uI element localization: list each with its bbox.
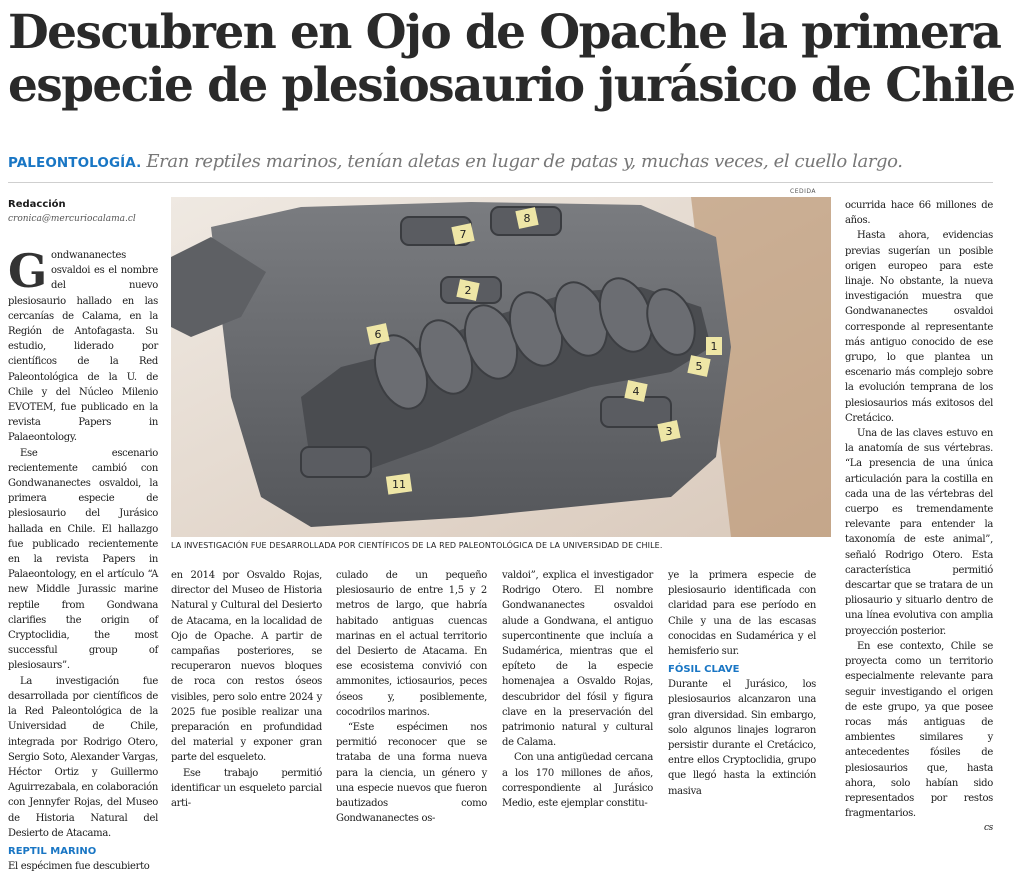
svg-text:1: 1 <box>710 340 718 353</box>
article-column-4 <box>502 568 653 808</box>
section-kicker: PALEONTOLOGÍA. <box>8 155 142 171</box>
byline <box>8 198 158 226</box>
svg-text:3: 3 <box>665 425 673 438</box>
paragraph: culado de un pequeño plesiosaurio de entre 1,5 y 2 metros de largo, que habría habitado antiguas cuencas marinas en el actual territorio del Desierto de Atacama. En ese ecosistema convivió con ammonites, ictiosaurios, peces óseos y, posiblemente, cocodrilos marinos. <box>336 570 487 718</box>
deck <box>8 150 993 175</box>
svg-text:8: 8 <box>523 212 531 225</box>
subhead-reptil-marino: REPTIL MARINO <box>8 845 97 857</box>
article-column-3 <box>336 568 487 825</box>
specimen-tag <box>386 473 412 494</box>
byline-author: Redacción <box>8 199 66 210</box>
paragraph: Con una antigüedad cercana a los 170 millones de años, correspondiente al Jurásico Medio, este ejemplar constitu- <box>502 752 653 810</box>
paragraph: Ese trabajo permitió identificar un esqueleto parcial arti- <box>171 767 322 810</box>
svg-text:2: 2 <box>464 284 472 297</box>
paragraph: Gondwananectes osvaldoi es el nombre del nuevo plesiosaurio hallado en las cercanías de Calama, en la Región de Antofagasta. Su estudio, liderado por científicos de la Red Paleontológica de la U. de Chile y del Núcleo Milenio EVOTEM, fue publicado en la revista Papers in Palaeontology. <box>8 244 158 444</box>
end-mark: cs <box>983 823 993 834</box>
headline <box>8 5 1014 113</box>
paragraph: El espécimen fue descubierto <box>8 860 150 872</box>
svg-text:4: 4 <box>632 385 640 398</box>
article-column-1 <box>8 244 158 872</box>
photo-credit: CEDIDA <box>790 188 816 195</box>
drop-cap: G <box>8 244 47 298</box>
byline-email: cronica@mercuriocalama.cl <box>8 214 136 224</box>
svg-text:11: 11 <box>392 478 406 491</box>
paragraph: Hasta ahora, evidencias previas sugerían un posible origen europeo para este linaje. No obstante, la nueva investigación muestra que Gondwananectes osvaldoi corresponde al representante más antiguo conocido de ese grupo, lo que plantea un escenario más complejo sobre la evolución temprana de los plesiosaurios más exitosos del Cretácico. <box>845 230 993 424</box>
fossil-illustration <box>171 197 831 537</box>
paragraph: en 2014 por Osvaldo Rojas, director del Museo de Historia Natural y Cultural del Desierto de Atacama, en la localidad de Ojo de Opache. A partir de campañas posteriores, se recuperaron nuevos bloques de roca con restos óseos visibles, pero solo entre 2024 y 2025 fue posible realizar una preparación en profundidad del material y exponer gran parte del esqueleto. <box>171 570 322 764</box>
fossil-photo <box>171 197 831 537</box>
deck-subtitle: Eran reptiles marinos, tenían aletas en lugar de patas y, muchas veces, el cuello largo. <box>146 151 903 172</box>
paragraph: ocurrida hace 66 millones de años. <box>845 200 993 227</box>
article-column-2 <box>171 568 322 808</box>
paragraph: valdoi”, explica el investigador Rodrigo Otero. El nombre Gondwananectes osvaldoi alude a Gondwana, el antiguo supercontinente que incluía a Sudamérica, mientras que el epíteto de la especie homenajea a Osvaldo Rojas, descubridor del fósil y figura clave en la preservación del patrimonio natural y cultural de Calama. <box>502 570 653 749</box>
article-column-6 <box>845 198 993 834</box>
paragraph: La investigación fue desarrollada por científicos de la Red Paleontológica de la Universidad de Chile, integrada por Rodrigo Otero, Sergio Soto, Alexander Vargas, Héctor Ortiz y Guillermo Aguirrezabala, en colaboración con Jennyfer Rojas, del Museo de Historia Natural del Desierto de Atacama. <box>8 675 158 839</box>
paragraph: “Este espécimen nos permitió reconocer que se trataba de una forma nueva para la ciencia, un género y una especie nuevos que fueron bautizados como Gondwananectes os- <box>336 722 487 825</box>
svg-text:6: 6 <box>374 328 382 341</box>
headline-line-1: Descubren en Ojo de Opache la primera <box>8 5 1001 60</box>
paragraph: Una de las claves estuvo en la anatomía de sus vértebras. “La presencia de una única articulación para la costilla en cada una de las vértebras del cuerpo es tremendamente relevante para entender la taxonomía de este animal”, señaló Rodrigo Otero. Esta característica permitió descartar que se tratara de un pliosaurio y situarlo dentro de una línea evolutiva con amplia proyección posterior. <box>845 428 993 637</box>
paragraph: En ese contexto, Chile se proyecta como un territorio especialmente relevante para seguir investigando el origen de este grupo, ya que posee rocas más antiguas de ambientes similares y antecedentes fósiles de plesiosaurios que, hasta ahora, solo habían sido representados por restos fragmentarios. <box>845 640 993 820</box>
headline-line-2: especie de plesiosaurio jurásico de Chile <box>8 58 1014 113</box>
specimen-tag <box>706 337 722 355</box>
paragraph: Ese escenario recientemente cambió con Gondwananectes osvaldoi, la primera especie de plesiosaurio del Jurásico hallada en Chile. El hallazgo fue publicado recientemente en la revista Papers in Palaeontology, en el artículo “A new Middle Jurassic marine reptile from Gondwana clarifies the origin of Cryptoclidia, the most successful group of plesiosaurs”. <box>8 447 158 672</box>
article-column-5 <box>668 568 816 808</box>
deck-divider <box>8 182 993 183</box>
photo-caption: LA INVESTIGACIÓN FUE DESARROLLADA POR CIENTÍFICOS DE LA RED PALEONTOLÓGICA DE LA UNIVERSIDAD DE CHILE. <box>171 541 663 550</box>
paragraph: Durante el Jurásico, los plesiosaurios alcanzaron una gran diversidad. Sin embargo, solo algunos linajes lograron persistir durante el Cretácico, entre ellos Cryptoclidia, grupo que llegó hasta la extinción masiva <box>668 679 816 797</box>
svg-text:7: 7 <box>459 228 467 241</box>
subhead-fosil-clave: FÓSIL CLAVE <box>668 664 740 676</box>
paragraph: ye la primera especie de plesiosaurio identificada con claridad para ese período en Chile y una de las escasas conocidas en Sudamérica y el hemisferio sur. <box>668 570 816 658</box>
svg-text:5: 5 <box>695 360 703 373</box>
